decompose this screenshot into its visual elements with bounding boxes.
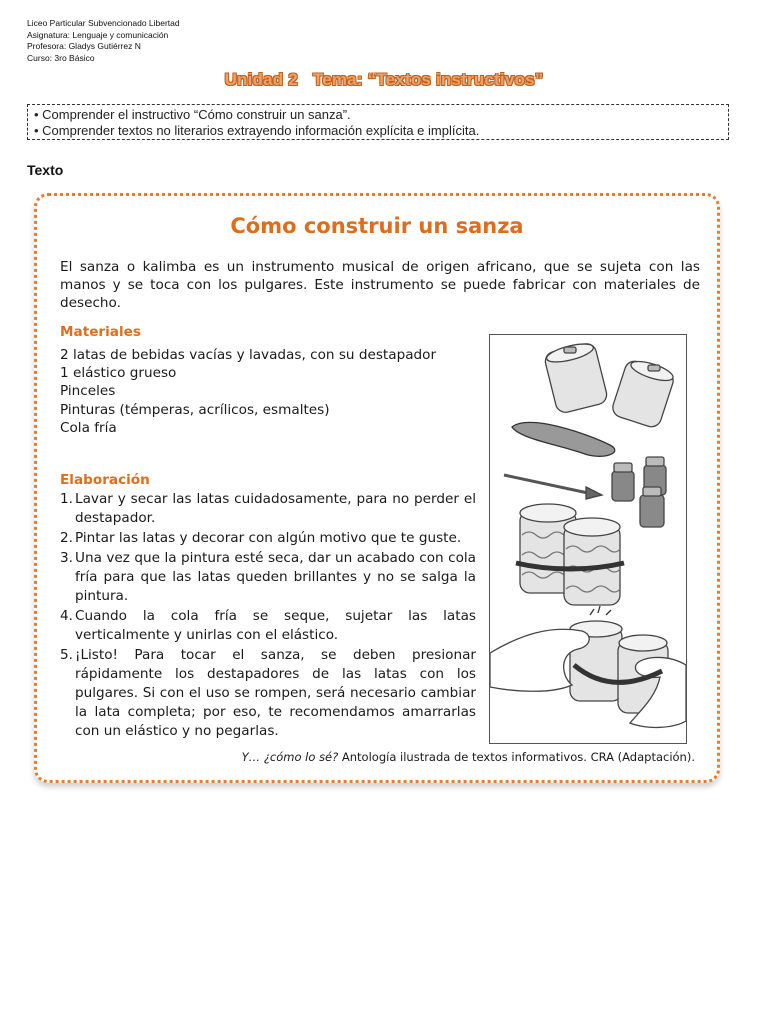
step-number: 3. [60,550,73,566]
teacher-line: Profesora: Gladys Gutiérrez N [27,41,141,51]
step-item [60,529,476,548]
text-card [34,193,720,783]
material-item: Cola fría [60,419,117,436]
unit-label: Unidad 2 [224,70,298,89]
sanza-drawing [490,335,686,743]
material-item: Pinturas (témperas, acrílicos, esmaltes) [60,401,330,418]
sanza-illustration [489,334,687,744]
step-item [60,646,476,741]
section-label: Texto [27,162,64,178]
step-number: 2. [60,530,73,546]
step-number: 5. [60,647,73,663]
step-text: ¡Listo! Para tocar el sanza, se deben presionar rápidamente los destapadores de las latas con los pulgares. Si con el uso se rompen, será necesario cambiar la lata completa; por eso, te recomendamos amarrarlas con un elástico y no pegarlas. [75,647,476,739]
can-icon [610,358,675,430]
step-number: 4. [60,608,73,624]
materials-heading: Materiales [60,324,141,340]
materials-list [60,346,436,437]
citation-title: Y… ¿cómo lo sé? [241,750,339,764]
paint-jar-icon [612,463,634,501]
course-line: Curso: 3ro Básico [27,52,95,63]
step-text: Una vez que la pintura esté seca, dar un acabado con cola fría para que las latas queden brillantes y no se salga la pintura. [75,550,476,604]
intro-paragraph: El sanza o kalimba es un instrumento musical de origen africano, que se sujeta con las manos y se toca con los pulgares. Este instrumento se puede fabricar con materiales de desecho. [60,259,700,311]
can-icon [543,340,608,414]
card-title: Cómo construir un sanza [230,214,524,238]
objective-item: • Comprender textos no literarios extrayendo información explícita e implícita. [34,123,480,138]
elastic-icon [512,422,615,456]
material-item: Pinceles [60,383,116,400]
paint-jar-icon [640,487,664,527]
step-number: 1. [60,491,73,507]
citation-source: Antología ilustrada de textos informativos. CRA (Adaptación). [338,750,695,764]
school-name: Liceo Particular Subvencionado Libertad [27,18,180,28]
objectives-box [27,104,729,140]
unit-title [0,70,768,90]
steps-list [60,490,476,742]
step-text: Cuando la cola fría se seque, sujetar las latas verticalmente y unirlas con el elástico. [75,608,476,643]
steps-heading: Elaboración [60,472,150,488]
step-text: Pintar las latas y decorar con algún motivo que te guste. [75,530,462,546]
school-header [27,18,180,64]
step-text: Lavar y secar las latas cuidadosamente, para no perder el destapador. [75,491,476,526]
step-item [60,549,476,606]
brush-icon [504,475,602,499]
citation [242,750,695,764]
unit-topic: Tema: “Textos instructivos” [312,70,544,89]
step-item [60,490,476,528]
subject-line: Asignatura: Lenguaje y comunicación [27,29,169,40]
objective-item: • Comprender el instructivo “Cómo construir un sanza”. [34,107,351,122]
material-item: 2 latas de bebidas vacías y lavadas, con su destapador [60,347,437,363]
step-item [60,607,476,645]
hands-playing-icon [490,606,686,727]
material-item: 1 elástico grueso [60,365,177,382]
decorated-cans-icon [516,504,624,605]
